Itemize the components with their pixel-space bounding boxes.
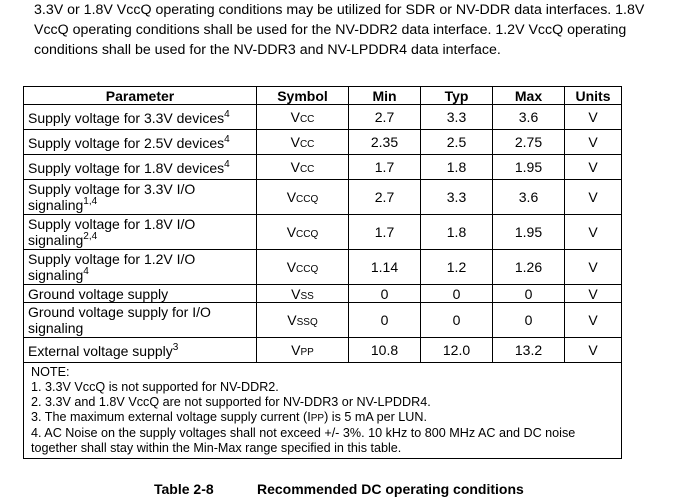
units-cell: V — [565, 338, 622, 363]
typ-cell: 1.8 — [421, 215, 493, 250]
parameter-text-continued: signaling — [28, 267, 84, 283]
symbol-cell — [257, 303, 349, 338]
footnote-ref: 1,4 — [83, 196, 98, 207]
note-3 — [31, 410, 615, 426]
table-row — [24, 155, 622, 180]
note-3-tail: ) is 5 mA per LUN. — [324, 410, 427, 424]
header-symbol: Symbol — [257, 87, 349, 105]
typ-cell: 0 — [421, 303, 493, 338]
footnote-ref: 2,4 — [83, 231, 98, 242]
parameter-text: External voltage supply — [28, 343, 173, 359]
symbol-letter: V — [290, 109, 300, 125]
typ-cell: 2.5 — [421, 130, 493, 155]
intro-line: 3.3V or 1.8V VccQ operating conditions may be utilized for SDR or NV-DDR data interfaces. 1.8V — [34, 2, 645, 18]
symbol-letter: V — [290, 134, 300, 150]
parameter-text: Ground voltage supply for I/O — [28, 304, 211, 320]
symbol-subscript: CCQ — [296, 264, 319, 275]
min-cell: 0 — [349, 303, 421, 338]
parameter-cell — [24, 338, 257, 363]
symbol-cell — [257, 215, 349, 250]
typ-cell: 0 — [421, 285, 493, 303]
table-row — [24, 105, 622, 130]
max-cell: 0 — [493, 303, 565, 338]
parameter-cell — [24, 285, 257, 303]
table-row — [24, 130, 622, 155]
intro-paragraph — [34, 0, 674, 60]
symbol-cell — [257, 338, 349, 363]
symbol-letter: V — [286, 259, 297, 275]
min-cell: 10.8 — [349, 338, 421, 363]
min-cell: 1.7 — [349, 215, 421, 250]
min-cell: 1.7 — [349, 155, 421, 180]
caption-number: Table 2-8 — [154, 481, 214, 497]
notes-cell — [24, 363, 622, 459]
units-cell: V — [565, 155, 622, 180]
symbol-subscript: CC — [299, 164, 315, 175]
symbol-letter: V — [291, 285, 301, 302]
symbol-letter: V — [286, 224, 297, 240]
max-cell: 1.95 — [493, 215, 565, 250]
max-cell: 1.95 — [493, 155, 565, 180]
footnote-ref: 4 — [224, 109, 230, 120]
parameter-cell — [24, 155, 257, 180]
parameter-cell — [24, 130, 257, 155]
footnote-ref: 4 — [224, 134, 230, 145]
units-cell: V — [565, 250, 622, 285]
parameter-text: Supply voltage for 1.8V devices — [28, 160, 225, 176]
header-typ: Typ — [421, 87, 493, 105]
units-cell: V — [565, 130, 622, 155]
symbol-subscript: SSQ — [296, 317, 318, 328]
table-row — [24, 180, 622, 215]
footnote-ref: 4 — [224, 159, 230, 170]
max-cell: 3.6 — [493, 180, 565, 215]
parameter-text-continued: signaling — [28, 197, 84, 213]
parameter-text: Supply voltage for 1.8V I/O — [28, 216, 196, 232]
parameter-text: Supply voltage for 1.2V I/O — [28, 251, 196, 267]
parameter-text: Supply voltage for 2.5V devices — [28, 135, 225, 151]
table-row — [24, 303, 622, 338]
min-cell: 2.7 — [349, 180, 421, 215]
symbol-letter: V — [286, 189, 297, 205]
dc-operating-conditions-table — [23, 86, 622, 459]
symbol-subscript: SS — [300, 290, 314, 302]
header-parameter: Parameter — [24, 87, 257, 105]
caption-title: Recommended DC operating conditions — [257, 481, 524, 497]
parameter-text-continued: signaling — [28, 320, 84, 336]
symbol-cell — [257, 155, 349, 180]
notes-row — [24, 363, 622, 459]
units-cell: V — [565, 215, 622, 250]
table-row — [24, 285, 622, 303]
min-cell: 0 — [349, 285, 421, 303]
note-3-text: 3. The maximum external voltage supply current (I — [31, 410, 311, 424]
typ-cell: 12.0 — [421, 338, 493, 363]
parameter-cell — [24, 105, 257, 130]
footnote-ref: 4 — [83, 266, 89, 277]
symbol-subscript: CCQ — [296, 229, 319, 240]
parameter-cell — [24, 303, 257, 338]
min-cell: 2.35 — [349, 130, 421, 155]
table-row — [24, 215, 622, 250]
symbol-subscript: CC — [299, 114, 315, 125]
table-row — [24, 250, 622, 285]
note-3-subscript: PP — [310, 413, 325, 424]
symbol-subscript: CCQ — [296, 194, 319, 205]
typ-cell: 1.8 — [421, 155, 493, 180]
max-cell: 13.2 — [493, 338, 565, 363]
parameter-text: Ground voltage supply — [28, 285, 169, 302]
table-row — [24, 338, 622, 363]
parameter-cell — [24, 180, 257, 215]
note-4-continued: together shall stay within the Min-Max range specified in this table. — [31, 441, 402, 455]
symbol-letter: V — [290, 159, 300, 175]
note-1: 1. 3.3V VccQ is not supported for NV-DDR2. — [31, 380, 279, 394]
units-cell: V — [565, 285, 622, 303]
note-4: 4. AC Noise on the supply voltages shall not exceed +/- 3%. 10 kHz to 800 MHz AC and DC noise — [31, 426, 576, 440]
symbol-cell — [257, 105, 349, 130]
parameter-text: Supply voltage for 3.3V devices — [28, 110, 225, 126]
intro-line: conditions shall be used for the NV-DDR3 and NV-LPDDR4 data interface. — [34, 42, 501, 58]
header-min: Min — [349, 87, 421, 105]
table-header-row — [24, 87, 622, 105]
header-max: Max — [493, 87, 565, 105]
symbol-subscript: PP — [300, 347, 314, 358]
footnote-ref: 3 — [172, 342, 179, 353]
typ-cell: 3.3 — [421, 180, 493, 215]
typ-cell: 3.3 — [421, 105, 493, 130]
symbol-cell — [257, 180, 349, 215]
max-cell: 2.75 — [493, 130, 565, 155]
units-cell: V — [565, 105, 622, 130]
symbol-cell — [257, 130, 349, 155]
min-cell: 1.14 — [349, 250, 421, 285]
symbol-subscript: CC — [299, 139, 315, 150]
header-units: Units — [565, 87, 622, 105]
typ-cell: 1.2 — [421, 250, 493, 285]
parameter-text: Supply voltage for 3.3V I/O — [28, 181, 196, 197]
parameter-text-continued: signaling — [28, 232, 84, 248]
units-cell: V — [565, 180, 622, 215]
max-cell: 1.26 — [493, 250, 565, 285]
symbol-letter: V — [291, 342, 301, 358]
intro-line: VccQ operating conditions shall be used for the NV-DDR2 data interface. 1.2V VccQ operating — [34, 22, 627, 38]
parameter-cell — [24, 215, 257, 250]
symbol-cell — [257, 285, 349, 303]
max-cell: 0 — [493, 285, 565, 303]
symbol-cell — [257, 250, 349, 285]
note-2: 2. 3.3V and 1.8V VccQ are not supported for NV-DDR3 or NV-LPDDR4. — [31, 395, 431, 409]
max-cell: 3.6 — [493, 105, 565, 130]
parameter-cell — [24, 250, 257, 285]
note-heading: NOTE: — [31, 365, 70, 379]
min-cell: 2.7 — [349, 105, 421, 130]
units-cell: V — [565, 303, 622, 338]
symbol-letter: V — [287, 312, 297, 328]
